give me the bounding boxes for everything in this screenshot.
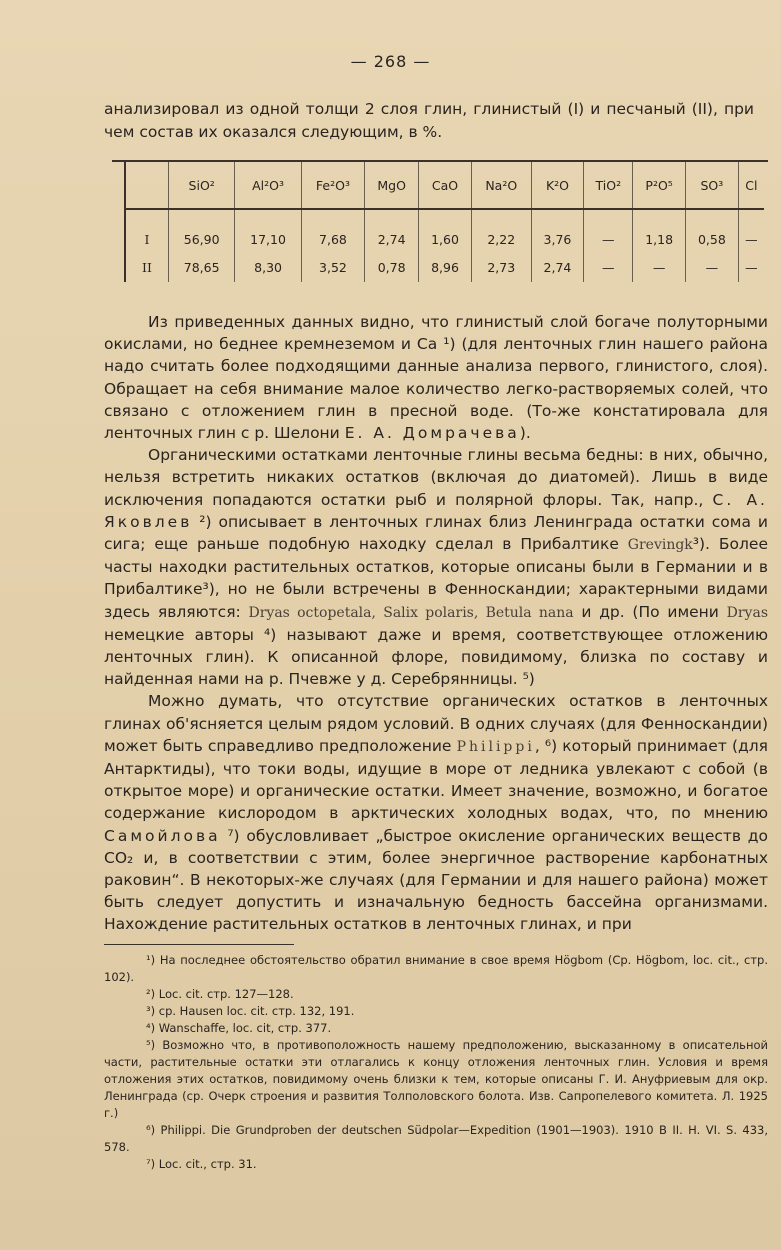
table-cell: — (686, 252, 739, 282)
table-row (125, 252, 764, 282)
header-cell: Cl (738, 162, 764, 209)
header-cell: MgO (365, 162, 419, 209)
table-header-row (125, 162, 764, 209)
table-cell: — (738, 252, 764, 282)
header-cell: P²O⁵ (633, 162, 686, 209)
table-cell: 17,10 (235, 226, 301, 252)
footnote: ⁵) Возможно что, в противоположность нашему предположению, высказанному в описательной части, растительные остатки эти отлагались к концу отложения ленточных глин. Условия и время отложения этих остатков, повидимому очень близки к тем, которые описаны Г. И. Ануфриевым для окр. Ленинграда (ср. Очерк строения и развития Толполовского болота. Изв. Сапропелевого комитета. Л. 1925 г.) (104, 1038, 768, 1120)
table-cell: 3,52 (301, 252, 364, 282)
table-cell: 2,73 (471, 252, 531, 282)
author-name: Grevingk (627, 537, 693, 554)
table-cell: 1,60 (419, 226, 472, 252)
header-cell: CaO (419, 162, 472, 209)
header-cell: Fe²O³ (301, 162, 364, 209)
analysis-table-wrap (96, 160, 768, 282)
table-cell: 0,78 (365, 252, 419, 282)
header-cell: SiO² (169, 162, 235, 209)
table-cell: 2,74 (365, 226, 419, 252)
table-cell: 1,18 (633, 226, 686, 252)
table-cell: 56,90 (169, 226, 235, 252)
table-cell: — (584, 226, 633, 252)
table-cell: 8,96 (419, 252, 472, 282)
footnote: ³) ср. Hausen loc. cit. стр. 132, 191. (146, 1004, 355, 1018)
paragraph: Органическими остатками ленточные глины весьма бедны: в них, обычно, нельзя встретить никаких остатков (включая до диатомей). Лишь в виде исключения попадаются остатки рыб и полярной флоры. Так, напр., С. А. Яковлев ²) описывает в ленточных глинах близ Ленинграда остатки сома и сига; еще раньше подобную находку сделал в Прибалтике Grevingk³). Более часты находки растительных остатков, которые описаны были в Германии и в Прибалтике³), но не были встречены в Фенноскандии; характерными видами здесь являются: Dryas octopetala, Salix polaris, Betula nana и др. (По имени Dryas немецкие авторы ⁴) называют даже и время, соответствующее отложению ленточных глин). К описанной флоре, повидимому, близка по составу и найденная нами на р. Пчевже у д. Серебрянницы. ⁵) (104, 446, 768, 689)
author-name: Philippi (456, 738, 535, 755)
author-name: Самойлова (104, 826, 221, 845)
footnotes (104, 952, 768, 1173)
table-cell: 78,65 (169, 252, 235, 282)
footnote: ⁴) Wanschaffe, loc. cit, стр. 377. (146, 1021, 332, 1035)
header-cell: SO³ (686, 162, 739, 209)
species-names: Dryas octopetala, Salix polaris, Betula nana (248, 604, 574, 621)
table-cell: I (125, 226, 169, 252)
footnote: ¹) На последнее обстоятельство обратил внимание в свое время Högbom (Cp. Högbom, loc. cit., стр. 102). (104, 953, 768, 984)
paragraph: Из приведенных данных видно, что глинистый слой богаче полуторными окислами, но беднее кремнеземом и Ca ¹) (для ленточных глин нашего района надо считать более подходящими данные анализа первого, глинистого, слоя). Обращает на себя внимание малое количество легко-растворяемых солей, что связано с отложением глин в пресной воде. (То-же констатировала для ленточных глин с р. Шелони Е. А. Домрачева). (104, 313, 768, 443)
author-name: Е. А. Домрачева (344, 424, 520, 443)
table-cell: 2,22 (471, 226, 531, 252)
author-name: С. А. Яковлев (104, 490, 768, 531)
table-spacer-row (125, 209, 764, 226)
table-cell: 3,76 (531, 226, 584, 252)
page-number: — 268 — (350, 52, 431, 71)
table-cell: 0,58 (686, 226, 739, 252)
header-cell: K²O (531, 162, 584, 209)
table-cell: 7,68 (301, 226, 364, 252)
footnote-rule (104, 944, 294, 945)
genus-name: Dryas (726, 604, 768, 621)
intro-text: анализировал из одной толщи 2 слоя глин, глинистый (I) и песчаный (II), при чем состав их оказался следующим, в %. (104, 100, 754, 141)
header-cell: Al²O³ (235, 162, 301, 209)
header-cell: Na²O (471, 162, 531, 209)
table-cell: — (633, 252, 686, 282)
table-cell: 2,74 (531, 252, 584, 282)
paragraph: Можно думать, что отсутствие органических остатков в ленточных глинах об'ясняется целым рядом условий. В одних случаях (для Фенноскандии) может быть справедливо предположение Philippi, ⁶) который принимает (для Антарктиды), что токи воды, идущие в море от ледника увлекают с собой (в открытое море) и органические остатки. Имеет значение, возможно, и богатое содержание кислородом в арктических холодных водах, что, по мнению Самойлова ⁷) обусловливает „быстрое окисление органических веществ до CO₂ и, в соответствии с этим, более энергичное растворение карбонатных раковин“. В некоторых-же случаях (для Германии и для нашего района) может быть следует допустить и изначальную бедность бассейна организмами. Нахождение растительных остатков в ленточных глинах, и при (104, 692, 768, 934)
analysis-table (124, 162, 764, 282)
header-cell (125, 162, 169, 209)
footnote: ²) Loc. cit. стр. 127—128. (146, 987, 294, 1001)
table-cell: — (584, 252, 633, 282)
header-cell: TiO² (584, 162, 633, 209)
body-text (104, 311, 768, 936)
footnote: ⁷) Loc. cit., стр. 31. (146, 1157, 257, 1171)
table-row (125, 226, 764, 252)
footnote: ⁶) Philippi. Die Grundproben der deutschen Südpolar—Expedition (1901—1903). 1910 B II. H. VI. S. 433, 578. (104, 1123, 768, 1154)
table-cell: 8,30 (235, 252, 301, 282)
table-cell: II (125, 252, 169, 282)
table-cell: — (738, 226, 764, 252)
